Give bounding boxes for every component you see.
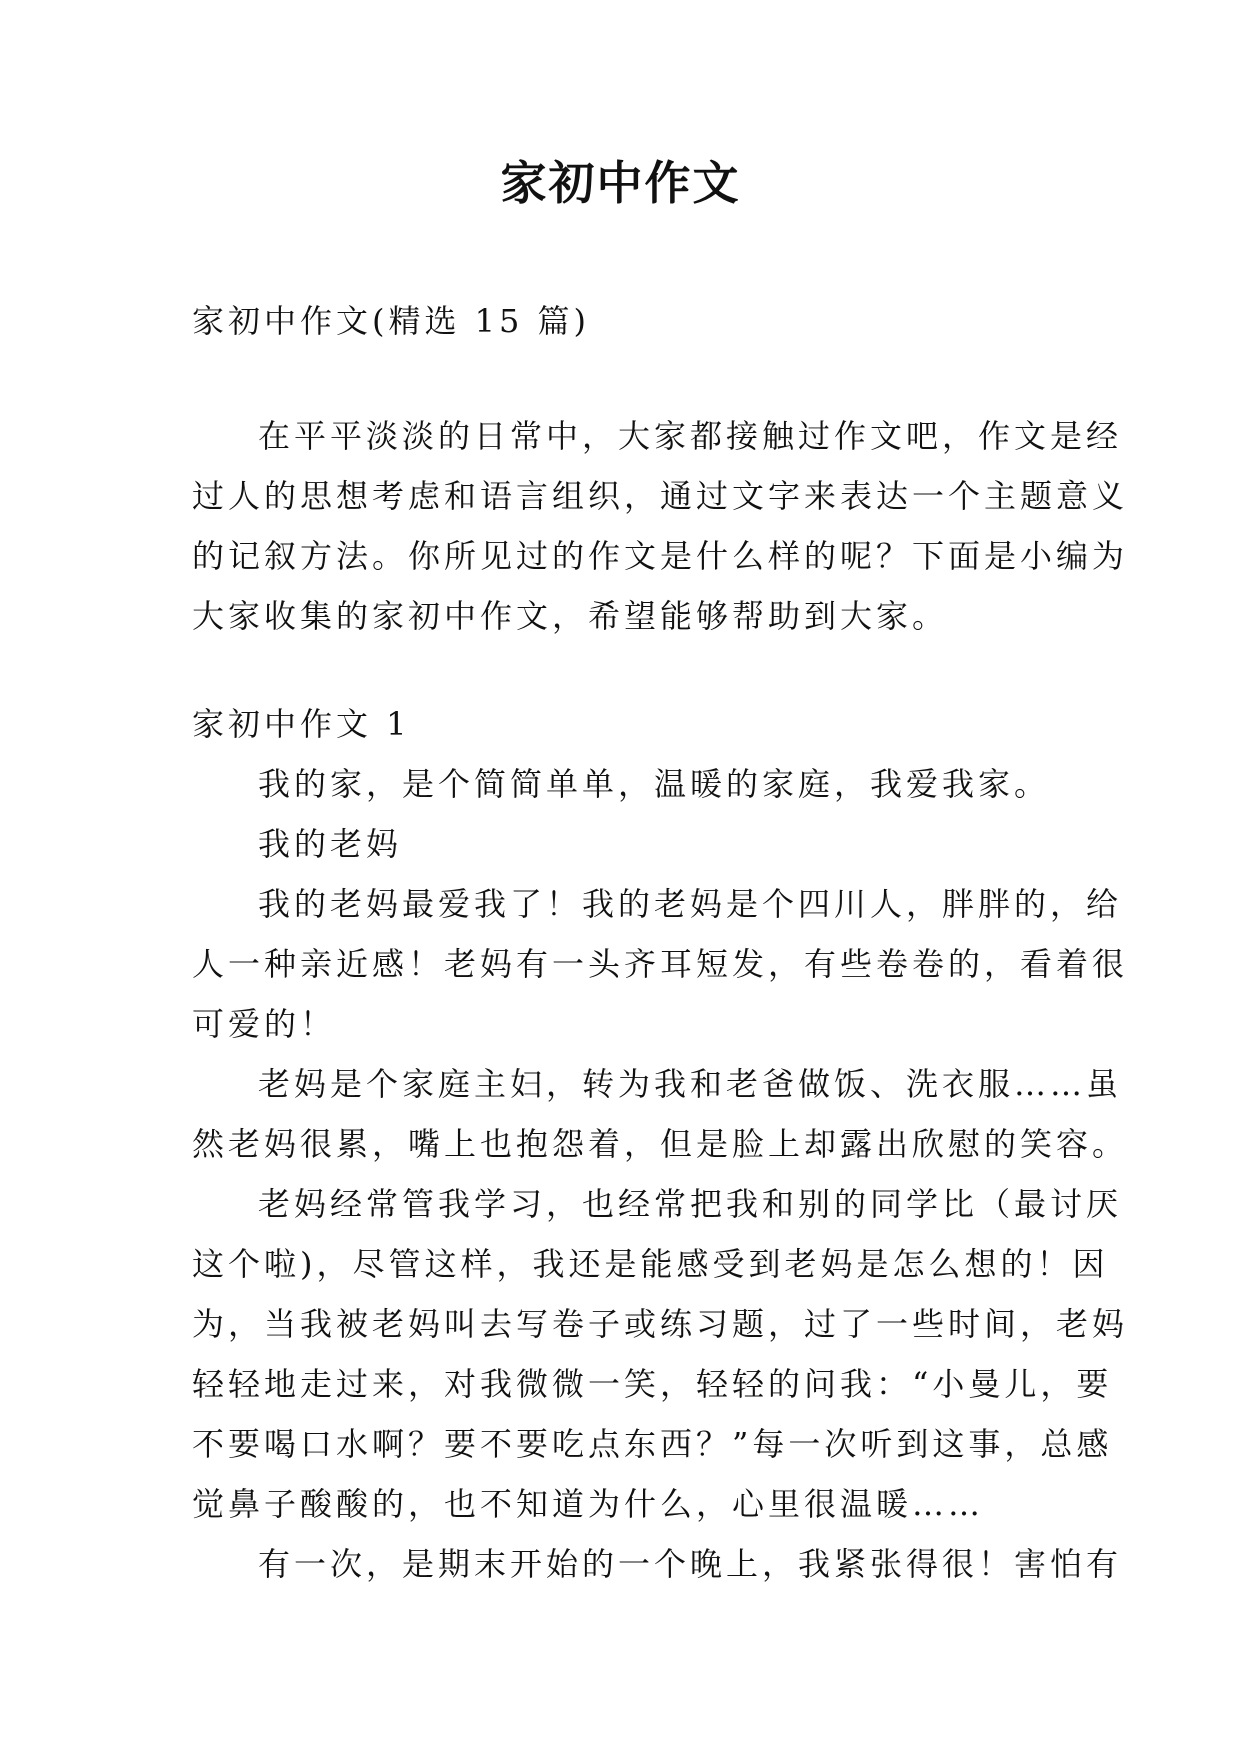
essay-line: 这个啦)，尽管这样，我还是能感受到老妈是怎么想的！因 bbox=[192, 1245, 1109, 1283]
intro-line: 的记叙方法。你所见过的作文是什么样的呢？下面是小编为 bbox=[192, 537, 1129, 575]
essay-line: 人一种亲近感！老妈有一头齐耳短发，有些卷卷的，看着很 bbox=[192, 945, 1129, 983]
subtitle-line: 家初中作文(精选 15 篇) bbox=[192, 302, 591, 340]
intro-paragraph bbox=[192, 406, 1129, 646]
essay-line: 为，当我被老妈叫去写卷子或练习题，过了一些时间，老妈 bbox=[192, 1305, 1129, 1343]
essay-line: 轻轻地走过来，对我微微一笑，轻轻的问我：“小曼儿，要 bbox=[192, 1365, 1113, 1403]
essay-line: 有一次，是期末开始的一个晚上，我紧张得很！害怕有 bbox=[258, 1545, 1123, 1583]
essay-line: 不要喝口水啊？要不要吃点东西？”每一次听到这事，总感 bbox=[192, 1425, 1113, 1463]
intro-line: 在平平淡淡的日常中，大家都接触过作文吧，作文是经 bbox=[258, 417, 1123, 455]
essay-subheading: 我的老妈 bbox=[258, 825, 403, 863]
essay-heading: 家初中作文 1 bbox=[192, 705, 411, 743]
essay-line: 老妈是个家庭主妇，转为我和老爸做饭、洗衣服……虽 bbox=[258, 1065, 1123, 1103]
document-title: 家初中作文 bbox=[500, 156, 741, 210]
essay-line: 我的家，是个简简单单，温暖的家庭，我爱我家。 bbox=[258, 765, 1051, 803]
essay-line: 老妈经常管我学习，也经常把我和别的同学比（最讨厌 bbox=[258, 1185, 1123, 1223]
intro-line: 过人的思想考虑和语言组织，通过文字来表达一个主题意义 bbox=[192, 477, 1129, 515]
essay-line: 觉鼻子酸酸的，也不知道为什么，心里很温暖…… bbox=[192, 1485, 985, 1523]
essay-section bbox=[192, 694, 1129, 1594]
document-subtitle bbox=[192, 291, 1072, 351]
essay-line: 可爱的！ bbox=[192, 1005, 337, 1043]
essay-line: 我的老妈最爱我了！我的老妈是个四川人，胖胖的，给 bbox=[258, 885, 1123, 923]
intro-line: 大家收集的家初中作文，希望能够帮助到大家。 bbox=[192, 597, 949, 635]
essay-line: 然老妈很累，嘴上也抱怨着，但是脸上却露出欣慰的笑容。 bbox=[192, 1125, 1129, 1163]
